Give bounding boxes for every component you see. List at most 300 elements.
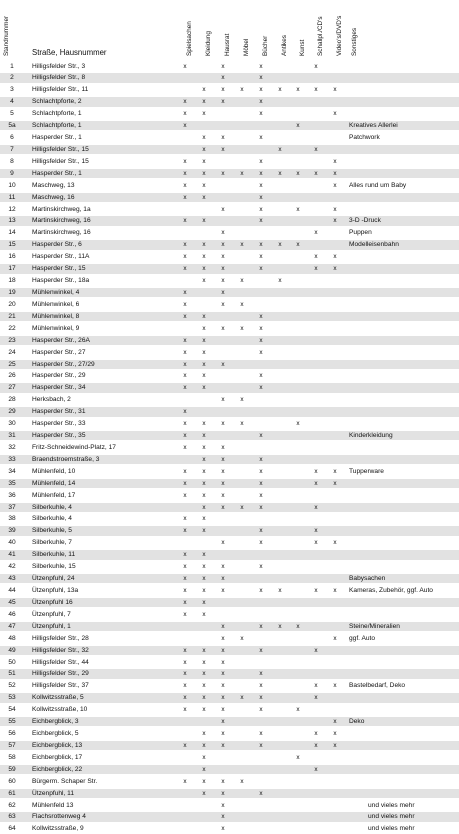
street-address: Hilligsfelder Str., 32 [32, 646, 89, 654]
stand-number: 46 [8, 610, 16, 618]
mark-spielsachen: x [183, 563, 187, 571]
mark-kleidung: x [202, 372, 206, 380]
mark-buecher: x [259, 193, 263, 201]
street-address: Ützenpfuhl, 13a [32, 586, 79, 594]
street-address: Hilligsfelder Str., 28 [32, 634, 89, 642]
table-row [0, 443, 459, 452]
mark-kleidung: x [202, 265, 206, 273]
mark-kleidung: x [202, 598, 206, 606]
mark-kleidung: x [202, 682, 206, 690]
sonstiges-note: Alles rund um Baby [349, 181, 407, 189]
mark-videos: x [333, 205, 337, 213]
header-videos: Video's/DVD's [336, 15, 343, 56]
mark-kleidung: x [202, 193, 206, 201]
mark-hausrat: x [221, 145, 225, 153]
mark-videos: x [333, 479, 337, 487]
stand-number: 47 [8, 622, 16, 630]
table-row [0, 85, 459, 94]
mark-hausrat: x [221, 575, 225, 583]
mark-kleidung: x [202, 789, 206, 797]
stand-number: 44 [8, 586, 16, 594]
mark-kunst: x [296, 122, 300, 130]
mark-buecher: x [259, 694, 263, 702]
mark-kleidung: x [202, 765, 206, 773]
mark-kleidung: x [202, 658, 206, 666]
mark-hausrat: x [221, 467, 225, 475]
stand-number: 56 [8, 730, 16, 738]
mark-schallplatten: x [314, 682, 318, 690]
street-address: Ützenpfuhl, 24 [32, 575, 75, 583]
mark-kunst: x [296, 706, 300, 714]
table-row [0, 300, 459, 309]
mark-kunst: x [296, 622, 300, 630]
mark-hausrat: x [221, 622, 225, 630]
stand-number: 5 [10, 110, 14, 118]
mark-kunst: x [296, 169, 300, 177]
mark-kleidung: x [202, 563, 206, 571]
street-address: Hasperder Str., 35 [32, 432, 86, 440]
mark-spielsachen: x [183, 217, 187, 225]
street-address: Fritz-Schneidewind-Platz, 17 [32, 443, 116, 451]
mark-hausrat: x [221, 134, 225, 142]
mark-schallplatten: x [314, 730, 318, 738]
mark-antikes: x [278, 622, 282, 630]
mark-buecher: x [259, 527, 263, 535]
street-address: Hasperder Str., 27 [32, 348, 86, 356]
mark-moebel: x [240, 277, 244, 285]
mark-hausrat: x [221, 169, 225, 177]
mark-videos: x [333, 181, 337, 189]
mark-schallplatten: x [314, 169, 318, 177]
table-row [0, 276, 459, 285]
mark-hausrat: x [221, 288, 225, 296]
street-address: Mühlenwinkel, 9 [32, 324, 80, 332]
street-address: Mühlenfeld 13 [32, 801, 74, 809]
table-row [0, 622, 459, 631]
mark-buecher: x [259, 622, 263, 630]
stand-number: 64 [8, 825, 16, 833]
mark-spielsachen: x [183, 384, 187, 392]
mark-buecher: x [259, 324, 263, 332]
mark-antikes: x [278, 241, 282, 249]
mark-buecher: x [259, 336, 263, 344]
mark-hausrat: x [221, 563, 225, 571]
table-row [0, 395, 459, 404]
mark-moebel: x [240, 324, 244, 332]
mark-buecher: x [259, 682, 263, 690]
mark-schallplatten: x [314, 539, 318, 547]
mark-spielsachen: x [183, 706, 187, 714]
mark-hausrat: x [221, 420, 225, 428]
stand-number: 24 [8, 348, 16, 356]
street-address: Mühlenwinkel, 8 [32, 312, 80, 320]
table-row [0, 812, 459, 821]
mark-hausrat: x [221, 62, 225, 70]
mark-spielsachen: x [183, 551, 187, 559]
stand-number: 9 [10, 169, 14, 177]
stand-number: 62 [8, 801, 16, 809]
mark-spielsachen: x [183, 181, 187, 189]
mark-spielsachen: x [183, 360, 187, 368]
stand-number: 1 [10, 62, 14, 70]
mark-buecher: x [259, 241, 263, 249]
mark-spielsachen: x [183, 98, 187, 106]
mark-spielsachen: x [183, 598, 187, 606]
stand-number: 60 [8, 777, 16, 785]
street-address: Hilligsfelder Str., 3 [32, 62, 86, 70]
stand-number: 59 [8, 765, 16, 773]
mark-hausrat: x [221, 277, 225, 285]
table-row [0, 228, 459, 237]
street-address: Kollwitzsstraße, 10 [32, 706, 88, 714]
street-address: Hasperder Str., 6 [32, 241, 82, 249]
mark-hausrat: x [221, 801, 225, 809]
mark-hausrat: x [221, 229, 225, 237]
stand-number: 52 [8, 682, 16, 690]
mark-kleidung: x [202, 134, 206, 142]
mark-moebel: x [240, 169, 244, 177]
mark-videos: x [333, 110, 337, 118]
mark-kleidung: x [202, 360, 206, 368]
sonstiges-note: Modelleisenbahn [349, 241, 399, 249]
mark-kleidung: x [202, 455, 206, 463]
mark-hausrat: x [221, 682, 225, 690]
mark-spielsachen: x [183, 122, 187, 130]
street-address: Hilligsfelder Str., 37 [32, 682, 89, 690]
street-address: Silberkuhle, 11 [32, 551, 76, 559]
mark-videos: x [333, 217, 337, 225]
mark-kleidung: x [202, 443, 206, 451]
table-row [0, 252, 459, 261]
table-row [0, 705, 459, 714]
mark-hausrat: x [221, 539, 225, 547]
mark-spielsachen: x [183, 253, 187, 261]
mark-spielsachen: x [183, 610, 187, 618]
stand-number: 12 [8, 205, 16, 213]
header-hausrat: Hausrat [224, 33, 231, 56]
mark-hausrat: x [221, 396, 225, 404]
table-row [0, 109, 459, 118]
street-address: Hasperder Str., 18a [32, 277, 90, 285]
mark-buecher: x [259, 98, 263, 106]
street-address: Hasperder Str., 11A [32, 253, 90, 261]
stand-number: 54 [8, 706, 16, 714]
street-address: Mühlenfeld, 14 [32, 479, 76, 487]
header-spielsachen: Spielsachen [186, 21, 193, 56]
header-antikes: Antikes [281, 35, 288, 56]
mark-schallplatten: x [314, 62, 318, 70]
header-schallplatten: Schallpl./CD's [317, 16, 324, 56]
mark-hausrat: x [221, 730, 225, 738]
header-moebel: Möbel [243, 38, 250, 56]
table-row [0, 62, 459, 71]
mark-schallplatten: x [314, 467, 318, 475]
stand-number: 18 [8, 277, 16, 285]
table-row [0, 514, 459, 523]
mark-buecher: x [259, 539, 263, 547]
stand-number: 61 [8, 789, 16, 797]
mark-kleidung: x [202, 694, 206, 702]
table-row [0, 371, 459, 380]
street-address: Hasperder Str., 1 [32, 169, 82, 177]
stand-number: 43 [8, 575, 16, 583]
mark-videos: x [333, 634, 337, 642]
mark-videos: x [333, 741, 337, 749]
mark-schallplatten: x [314, 145, 318, 153]
street-address: Kollwitzsstraße, 9 [32, 825, 84, 833]
mark-spielsachen: x [183, 658, 187, 666]
mark-hausrat: x [221, 455, 225, 463]
mark-hausrat: x [221, 586, 225, 594]
mark-schallplatten: x [314, 741, 318, 749]
table-row [0, 658, 459, 667]
table-row [0, 824, 459, 833]
mark-spielsachen: x [183, 157, 187, 165]
mark-spielsachen: x [183, 241, 187, 249]
mark-videos: x [333, 169, 337, 177]
street-address: Ützenpfuhl, 11 [32, 789, 75, 797]
mark-buecher: x [259, 217, 263, 225]
street-address: Hasperder Str., 1 [32, 134, 82, 142]
mark-schallplatten: x [314, 253, 318, 261]
street-address: Hasperder Str., 29 [32, 372, 86, 380]
header-kleidung: Kleidung [205, 31, 212, 56]
mark-buecher: x [259, 253, 263, 261]
mark-schallplatten: x [314, 479, 318, 487]
mark-antikes: x [278, 86, 282, 94]
street-address: Eichbergblick, 5 [32, 730, 79, 738]
mark-spielsachen: x [183, 741, 187, 749]
stand-number: 11 [8, 193, 16, 201]
stand-number: 40 [8, 539, 16, 547]
street-address: Eichbergblick, 3 [32, 718, 79, 726]
mark-buecher: x [259, 503, 263, 511]
table-row [0, 717, 459, 726]
mark-spielsachen: x [183, 694, 187, 702]
mark-moebel: x [240, 503, 244, 511]
mark-videos: x [333, 265, 337, 273]
mark-buecher: x [259, 467, 263, 475]
table-row [0, 479, 459, 488]
street-address: Herksbach, 2 [32, 396, 71, 404]
mark-kunst: x [296, 86, 300, 94]
table-row [0, 264, 459, 273]
stand-number: 10 [8, 181, 16, 189]
table-row [0, 312, 459, 321]
street-address: Ützenpfuhl 16 [32, 598, 73, 606]
mark-spielsachen: x [183, 265, 187, 273]
mark-kleidung: x [202, 610, 206, 618]
table-row [0, 610, 459, 619]
table-row [0, 646, 459, 655]
table-row [0, 419, 459, 428]
street-address: Schlachtpforte, 1 [32, 110, 82, 118]
table-row [0, 121, 459, 130]
mark-kleidung: x [202, 157, 206, 165]
mark-kleidung: x [202, 241, 206, 249]
mark-kleidung: x [202, 575, 206, 583]
mark-hausrat: x [221, 741, 225, 749]
mark-hausrat: x [221, 491, 225, 499]
mark-kleidung: x [202, 777, 206, 785]
mark-moebel: x [240, 300, 244, 308]
mark-moebel: x [240, 86, 244, 94]
street-address: Hasperder Str., 15 [32, 265, 86, 273]
mark-spielsachen: x [183, 432, 187, 440]
mark-hausrat: x [221, 777, 225, 785]
mark-hausrat: x [221, 658, 225, 666]
table-row [0, 467, 459, 476]
stand-number: 29 [8, 408, 16, 416]
mark-buecher: x [259, 586, 263, 594]
stand-number: 41 [8, 551, 16, 559]
table-row [0, 598, 459, 607]
street-address: Martinskirchweg, 16 [32, 229, 91, 237]
stand-number: 58 [8, 753, 16, 761]
mark-hausrat: x [221, 241, 225, 249]
mark-kunst: x [296, 420, 300, 428]
table-row [0, 669, 459, 678]
mark-moebel: x [240, 634, 244, 642]
table-row [0, 538, 459, 547]
table-row [0, 455, 459, 464]
street-address: Hasperder Str., 34 [32, 384, 86, 392]
table-row [0, 133, 459, 142]
table-row [0, 169, 459, 178]
table-row [0, 97, 459, 106]
table-row [0, 181, 459, 190]
mark-videos: x [333, 586, 337, 594]
header-buecher: Bücher [262, 35, 269, 56]
mark-spielsachen: x [183, 372, 187, 380]
mark-spielsachen: x [183, 777, 187, 785]
street-address: Hasperder Str., 33 [32, 420, 86, 428]
mark-antikes: x [278, 277, 282, 285]
stand-number: 36 [8, 491, 16, 499]
mark-schallplatten: x [314, 229, 318, 237]
stand-number: 45 [8, 598, 16, 606]
table-row [0, 205, 459, 214]
mark-kleidung: x [202, 479, 206, 487]
table-row [0, 693, 459, 702]
mark-hausrat: x [221, 86, 225, 94]
mark-buecher: x [259, 62, 263, 70]
street-address: Martinskirchweg, 1a [32, 205, 91, 213]
mark-kunst: x [296, 205, 300, 213]
mark-spielsachen: x [183, 575, 187, 583]
stand-number: 28 [8, 396, 16, 404]
mark-hausrat: x [221, 694, 225, 702]
street-address: Maschweg, 16 [32, 193, 75, 201]
mark-schallplatten: x [314, 86, 318, 94]
mark-buecher: x [259, 479, 263, 487]
stand-number: 50 [8, 658, 16, 666]
stand-number: 22 [8, 324, 16, 332]
mark-videos: x [333, 467, 337, 475]
mark-kleidung: x [202, 110, 206, 118]
mark-buecher: x [259, 789, 263, 797]
street-address: Mühlenfeld, 17 [32, 491, 76, 499]
mark-buecher: x [259, 157, 263, 165]
mark-hausrat: x [221, 718, 225, 726]
table-row [0, 634, 459, 643]
stand-number: 17 [8, 265, 16, 273]
stand-number: 4 [10, 98, 14, 106]
table-row [0, 73, 459, 82]
street-address: Hasperder Str., 26A [32, 336, 90, 344]
stand-number: 51 [8, 670, 16, 678]
stand-number: 57 [8, 741, 16, 749]
mark-buecher: x [259, 730, 263, 738]
stand-number: 14 [8, 229, 16, 237]
mark-spielsachen: x [183, 670, 187, 678]
street-address: Hasperder Str., 27/29 [32, 360, 95, 368]
table-row [0, 753, 459, 762]
mark-kleidung: x [202, 706, 206, 714]
mark-spielsachen: x [183, 408, 187, 416]
stand-number: 37 [8, 503, 16, 511]
mark-schallplatten: x [314, 586, 318, 594]
mark-kleidung: x [202, 646, 206, 654]
table-row [0, 801, 459, 810]
street-address: Maschweg, 13 [32, 181, 75, 189]
sonstiges-note: Babysachen [349, 575, 386, 583]
mark-schallplatten: x [314, 527, 318, 535]
mark-hausrat: x [221, 479, 225, 487]
sonstiges-note: und vieles mehr [368, 801, 415, 809]
mark-kleidung: x [202, 527, 206, 535]
mark-hausrat: x [221, 634, 225, 642]
table-row [0, 360, 459, 369]
mark-videos: x [333, 718, 337, 726]
mark-buecher: x [259, 265, 263, 273]
mark-spielsachen: x [183, 515, 187, 523]
mark-buecher: x [259, 432, 263, 440]
stand-number: 53 [8, 694, 16, 702]
mark-buecher: x [259, 110, 263, 118]
mark-kleidung: x [202, 169, 206, 177]
table-row [0, 193, 459, 202]
table-row [0, 491, 459, 500]
mark-buecher: x [259, 646, 263, 654]
mark-spielsachen: x [183, 682, 187, 690]
stand-number: 55 [8, 718, 16, 726]
mark-kleidung: x [202, 420, 206, 428]
mark-hausrat: x [221, 360, 225, 368]
mark-kleidung: x [202, 503, 206, 511]
table-row [0, 777, 459, 786]
sonstiges-note: und vieles mehr [368, 813, 415, 821]
mark-hausrat: x [221, 205, 225, 213]
stand-number: 20 [8, 300, 16, 308]
mark-kleidung: x [202, 324, 206, 332]
table-row [0, 503, 459, 512]
mark-spielsachen: x [183, 336, 187, 344]
header-kunst: Kunst [299, 39, 306, 56]
mark-kleidung: x [202, 98, 206, 106]
mark-kleidung: x [202, 467, 206, 475]
table-row [0, 240, 459, 249]
street-address: Flachsrottenweg 4 [32, 813, 86, 821]
mark-videos: x [333, 157, 337, 165]
mark-moebel: x [240, 777, 244, 785]
table-row [0, 145, 459, 154]
stand-number: 8 [10, 157, 14, 165]
mark-buecher: x [259, 670, 263, 678]
stand-number: 7 [10, 145, 14, 153]
street-address: Eichbergblick, 17 [32, 753, 83, 761]
mark-antikes: x [278, 586, 282, 594]
